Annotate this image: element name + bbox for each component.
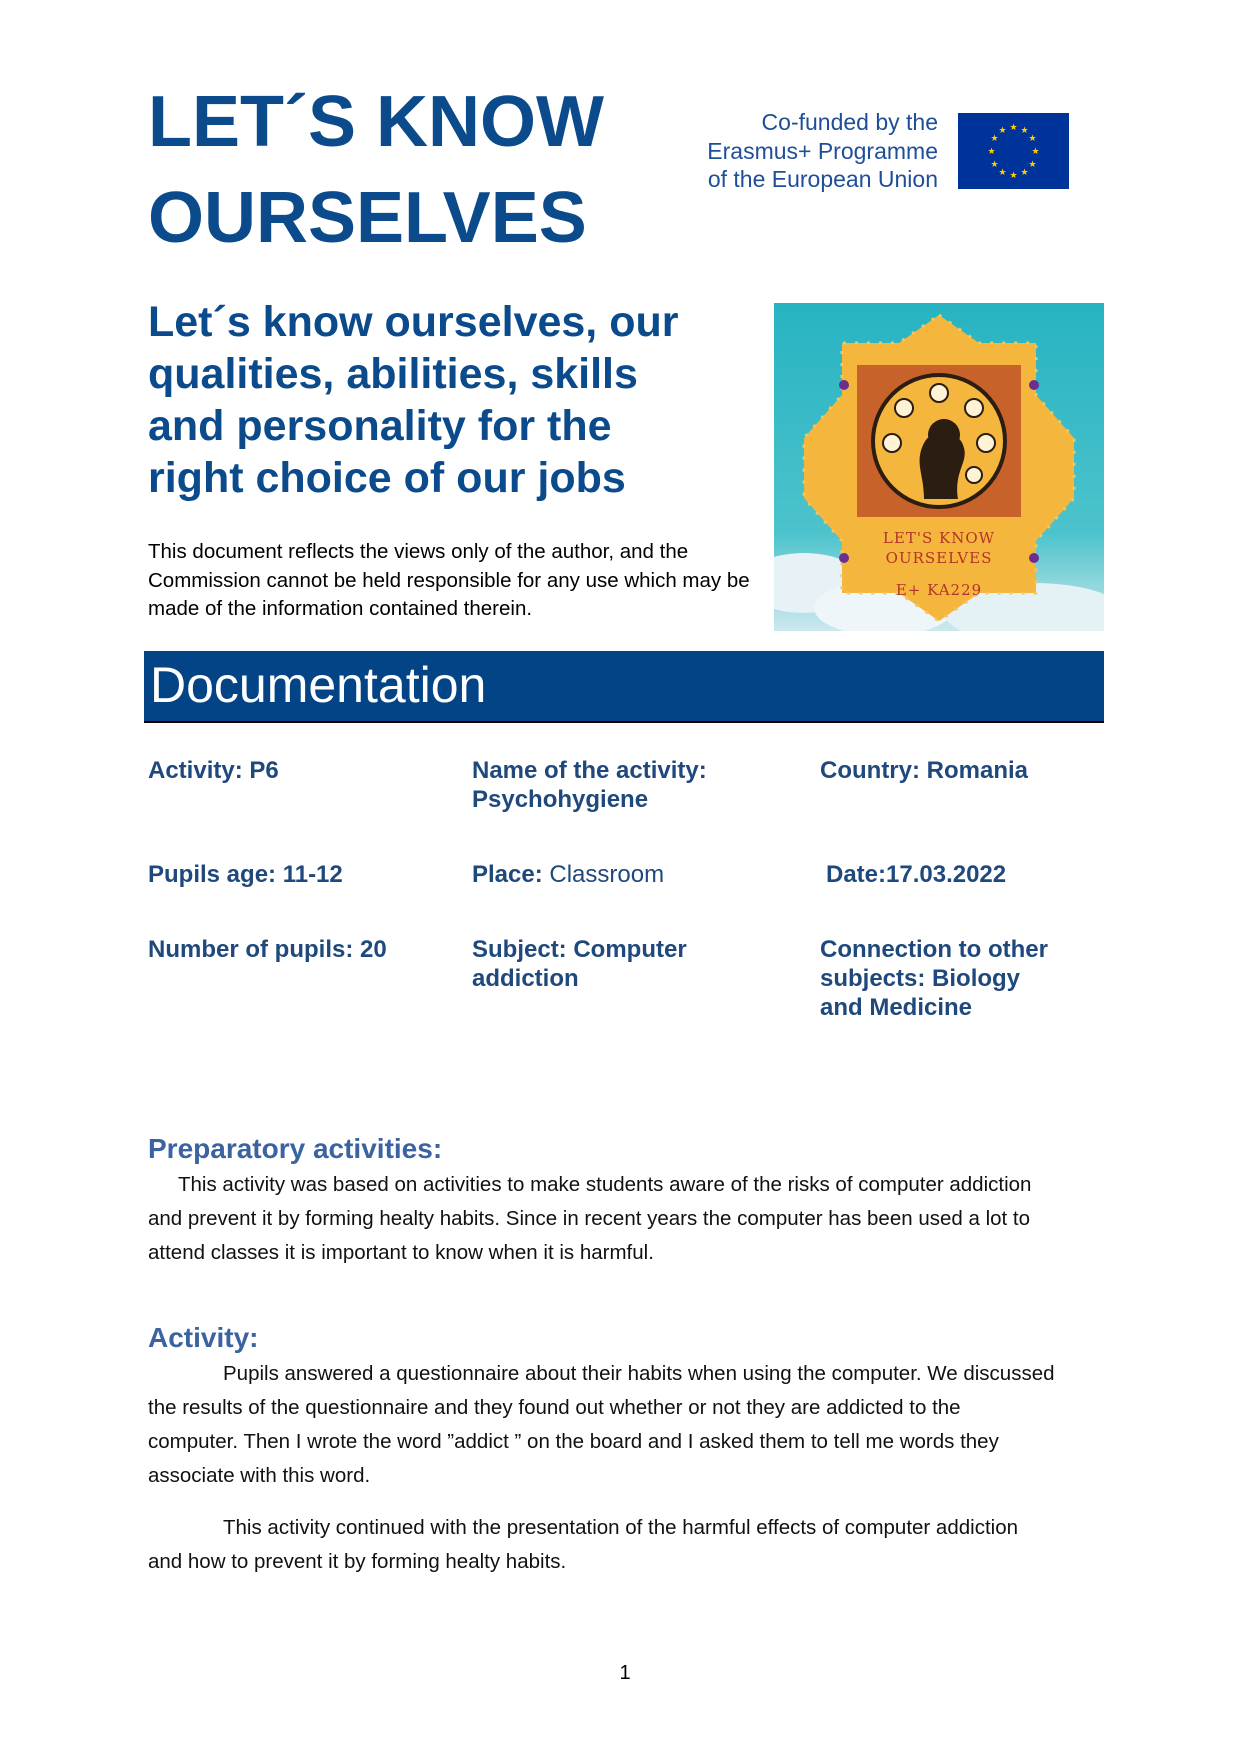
disclaimer-line-3: made of the information contained therein. [148, 597, 533, 620]
disclaimer-line-1: This document reflects the views only of the author, and the [148, 540, 689, 563]
number-of-pupils-text: Number of pupils: 20 [148, 936, 387, 963]
svg-text:★: ★ [1020, 168, 1029, 178]
subtitle-line-3: and personality for the [148, 402, 612, 450]
svg-text:★: ★ [1031, 147, 1040, 157]
title-line-1: LET´S KNOW [148, 82, 604, 162]
svg-text:★: ★ [1009, 171, 1018, 181]
preparatory-heading: Preparatory activities: [148, 1133, 443, 1164]
disclaimer-line-2: Commission cannot be held responsible for any use which may be [148, 568, 750, 592]
document-title [148, 74, 708, 266]
activity-name [472, 756, 792, 814]
activity-paragraph-2 [148, 1511, 1098, 1579]
preparatory-line-3: attend classes it is important to know when it is harmful. [148, 1241, 654, 1264]
svg-text:★: ★ [990, 134, 999, 144]
eu-line-3: of the European Union [707, 166, 938, 192]
number-of-pupils [148, 935, 448, 964]
activity-name-label: Name of the activity: [472, 757, 707, 784]
svg-text:★: ★ [1009, 123, 1018, 133]
activity-p1-line-4: associate with this word. [148, 1464, 371, 1487]
svg-text:★: ★ [998, 168, 1007, 178]
activity-p2-line-1: This activity continued with the presentation of the harmful effects of computer addiction [223, 1516, 1018, 1539]
place-label: Place: [472, 861, 543, 888]
activity-code-text: Activity: P6 [148, 757, 279, 784]
title-line-2: OURSELVES [148, 178, 587, 258]
country [820, 756, 1110, 785]
activity-p1-line-3: computer. Then I wrote the word ”addict ” on the board and I asked them to tell me words they [148, 1430, 999, 1453]
documentation-banner [144, 651, 1104, 723]
subject [472, 935, 792, 993]
preparatory-line-2: and prevent it by forming healty habits. Since in recent years the computer has been used a lot to [148, 1207, 1031, 1230]
activity-heading: Activity: [148, 1322, 259, 1353]
place [472, 860, 792, 889]
logo-text-2: OURSELVES [885, 549, 993, 567]
subject-line-1: Subject: Computer [472, 936, 687, 963]
date-text: Date:17.03.2022 [826, 861, 1007, 888]
activity-code [148, 756, 438, 785]
svg-text:★: ★ [1028, 134, 1037, 144]
pupils-age-text: Pupils age: 11-12 [148, 861, 343, 888]
connection-to-subjects [820, 935, 1120, 1022]
documentation-label: Documentation [150, 657, 487, 713]
svg-text:★: ★ [998, 126, 1007, 136]
activity-p1-line-2: the results of the questionnaire and they found out whether or not they are addicted to the [148, 1396, 961, 1419]
logo-text-3: E+ KA229 [895, 581, 983, 599]
connection-line-3: and Medicine [820, 994, 973, 1021]
eu-line-1: Co-funded by the [761, 109, 938, 135]
activity-p2-line-2: and how to prevent it by forming healty habits. [148, 1550, 567, 1573]
eu-line-2: Erasmus+ Programme [707, 137, 938, 164]
eu-flag-icon [958, 113, 1069, 189]
date [826, 860, 1116, 889]
subtitle-line-4: right choice of our jobs [148, 454, 626, 502]
pupils-age [148, 860, 438, 889]
preparatory-line-1: This activity was based on activities to make students aware of the risks of computer addiction [178, 1173, 1032, 1196]
preparatory-paragraph [148, 1168, 1098, 1270]
svg-text:★: ★ [990, 160, 999, 170]
eu-funding-text [688, 108, 938, 194]
activity-name-value: Psychohygiene [472, 786, 649, 813]
svg-text:★: ★ [1028, 160, 1037, 170]
page-number: 1 [619, 1662, 631, 1684]
svg-text:★: ★ [1020, 126, 1029, 136]
connection-line-1: Connection to other [820, 936, 1048, 963]
activity-p1-line-1: Pupils answered a questionnaire about their habits when using the computer. We discussed [223, 1362, 1055, 1385]
svg-text:★: ★ [987, 147, 996, 157]
document-subtitle [148, 296, 748, 504]
disclaimer-text [148, 538, 768, 624]
country-text: Country: Romania [820, 757, 1029, 784]
logo-text-1: LET'S KNOW [882, 529, 996, 547]
subject-line-2: addiction [472, 965, 579, 992]
activity-paragraph-1 [148, 1357, 1098, 1493]
subtitle-line-1: Let´s know ourselves, our [148, 298, 679, 346]
subtitle-line-2: qualities, abilities, skills [148, 350, 638, 398]
project-logo [774, 303, 1104, 631]
connection-line-2: subjects: Biology [820, 965, 1021, 992]
place-value: Classroom [542, 861, 665, 888]
